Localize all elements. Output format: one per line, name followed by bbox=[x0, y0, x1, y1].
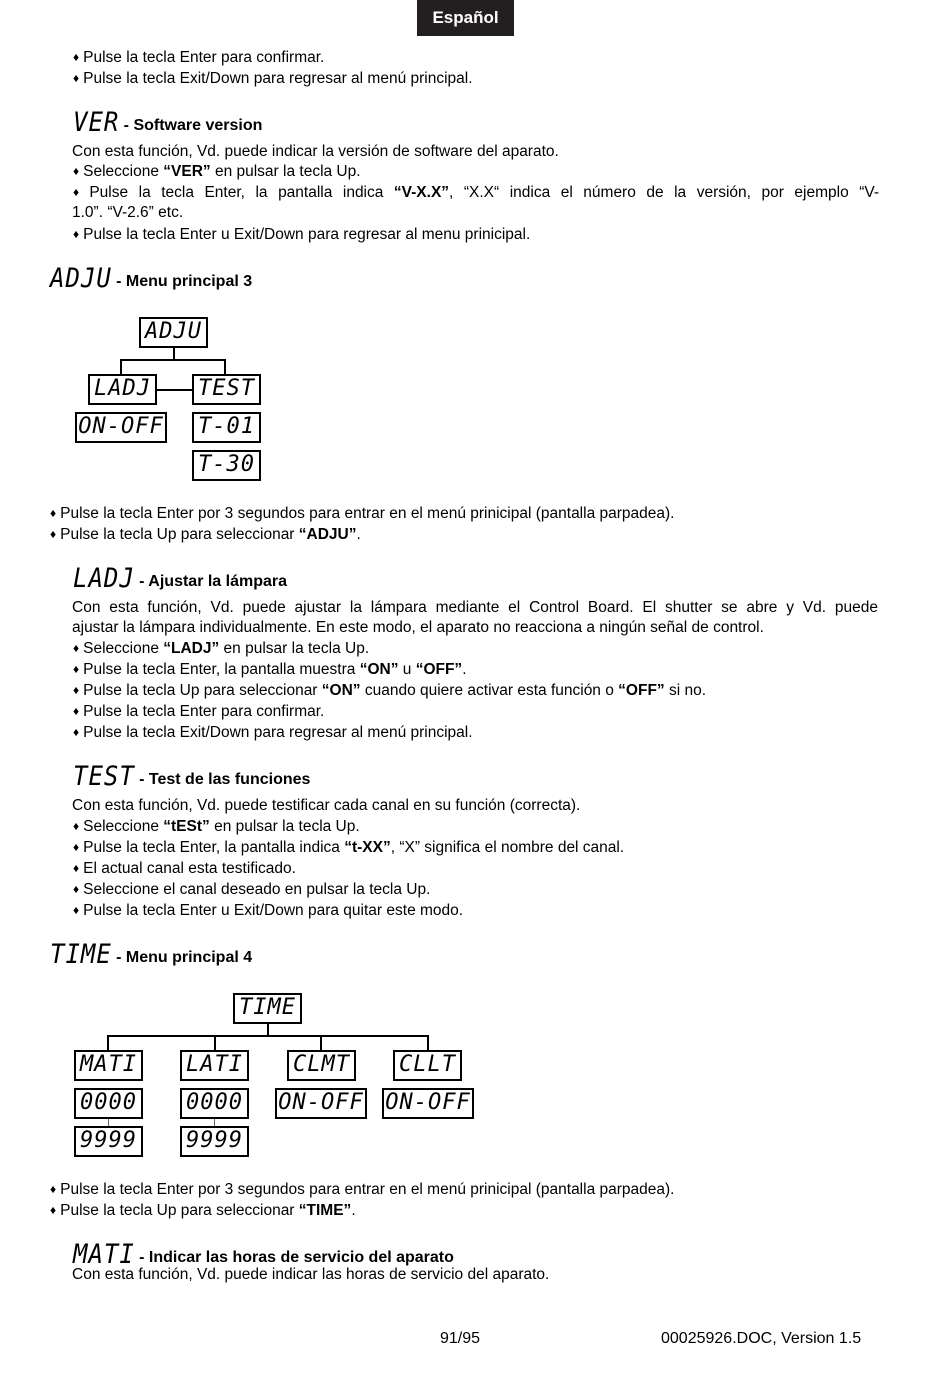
list-item: ♦ Pulse la tecla Up para seleccionar “TIME”. bbox=[50, 1202, 356, 1219]
menu-box-clmt: CLMT bbox=[287, 1050, 356, 1081]
paragraph: Con esta función, Vd. puede indicar la versión de software del aparato. bbox=[72, 143, 559, 160]
menu-box-clmt-on-off: ON-OFF bbox=[275, 1088, 367, 1119]
connector-line bbox=[214, 1035, 216, 1051]
list-item: ♦ Pulse la tecla Enter por 3 segundos para entrar en el menú prinicipal (pantalla parpadea). bbox=[50, 1181, 675, 1198]
menu-box-mati-max: 9999 bbox=[74, 1126, 143, 1157]
list-item: ♦ Pulse la tecla Enter, la pantalla indica “V-X.X”, “X.X“ indica el número de la versión, por ejemplo “V- bbox=[73, 184, 880, 201]
list-item: ♦ Pulse la tecla Up para seleccionar “ADJU”. bbox=[50, 526, 361, 543]
menu-box-cllt: CLLT bbox=[393, 1050, 462, 1081]
language-tag: Español bbox=[417, 0, 514, 36]
section-heading-adju: ADJU - Menu principal 3 bbox=[50, 262, 253, 294]
section-heading-time: TIME - Menu principal 4 bbox=[50, 938, 253, 970]
menu-box-adju: ADJU bbox=[139, 317, 208, 348]
menu-box-mati: MATI bbox=[74, 1050, 143, 1081]
list-item: ♦ Pulse la tecla Enter para confirmar. bbox=[73, 49, 325, 66]
connector-line bbox=[427, 1035, 429, 1051]
list-item: ♦ Seleccione “tESt” en pulsar la tecla Up. bbox=[73, 818, 360, 835]
connector-line bbox=[224, 359, 226, 375]
list-item: ♦ El actual canal esta testificado. bbox=[73, 860, 296, 877]
list-item: ♦ Seleccione “LADJ” en pulsar la tecla Up. bbox=[73, 640, 370, 657]
menu-box-lati-min: 0000 bbox=[180, 1088, 249, 1119]
menu-box-t30: T-30 bbox=[192, 450, 261, 481]
connector-line bbox=[157, 389, 192, 391]
list-item: ♦ Pulse la tecla Exit/Down para regresar al menú principal. bbox=[73, 724, 473, 741]
page-number: 91/95 bbox=[440, 1330, 481, 1347]
connector-line bbox=[120, 359, 225, 361]
section-heading-ladj: LADJ - Ajustar la lámpara bbox=[73, 562, 288, 594]
list-item: ♦ Pulse la tecla Exit/Down para regresar al menú principal. bbox=[73, 70, 473, 87]
menu-box-ladj: LADJ bbox=[88, 374, 157, 405]
list-item: ♦ Pulse la tecla Up para seleccionar “ON” cuando quiere activar esta función o “OFF” si no. bbox=[73, 682, 707, 699]
menu-box-test: TEST bbox=[192, 374, 261, 405]
section-heading-mati: MATI - Indicar las horas de servicio del aparato bbox=[73, 1238, 454, 1270]
section-heading-ver: VER - Software version bbox=[73, 106, 263, 138]
menu-box-on-off: ON-OFF bbox=[75, 412, 167, 443]
list-item: ♦ Pulse la tecla Enter u Exit/Down para regresar al menu prinicipal. bbox=[73, 226, 531, 243]
list-item: ♦ Seleccione “VER” en pulsar la tecla Up. bbox=[73, 163, 361, 180]
connector-line bbox=[120, 359, 122, 375]
list-item: ♦ Pulse la tecla Enter por 3 segundos para entrar en el menú prinicipal (pantalla parpadea). bbox=[50, 505, 675, 522]
connector-line bbox=[320, 1035, 322, 1051]
document-version: 00025926.DOC, Version 1.5 bbox=[661, 1330, 862, 1347]
list-item-continued: 1.0”. “V-2.6” etc. bbox=[72, 204, 184, 221]
paragraph: Con esta función, Vd. puede indicar las horas de servicio del aparato. bbox=[72, 1266, 550, 1283]
list-item: ♦ Seleccione el canal deseado en pulsar la tecla Up. bbox=[73, 881, 431, 898]
menu-box-cllt-on-off: ON-OFF bbox=[382, 1088, 474, 1119]
paragraph: ajustar la lámpara individualmente. En este modo, el aparato no reacciona a ningún señal de control. bbox=[72, 619, 764, 636]
dotted-connector bbox=[108, 1119, 109, 1126]
section-heading-test: TEST - Test de las funciones bbox=[73, 760, 311, 792]
menu-box-mati-min: 0000 bbox=[74, 1088, 143, 1119]
dotted-connector bbox=[214, 1119, 215, 1126]
connector-line bbox=[107, 1035, 109, 1051]
list-item: ♦ Pulse la tecla Enter para confirmar. bbox=[73, 703, 325, 720]
paragraph: Con esta función, Vd. puede ajustar la lámpara mediante el Control Board. El shutter se abre y Vd. puede bbox=[72, 599, 878, 616]
connector-line bbox=[107, 1035, 429, 1037]
list-item: ♦ Pulse la tecla Enter, la pantalla muestra “ON” u “OFF”. bbox=[73, 661, 467, 678]
menu-box-time: TIME bbox=[233, 993, 302, 1024]
list-item: ♦ Pulse la tecla Enter, la pantalla indica “t-XX”, “X” significa el nombre del canal. bbox=[73, 839, 625, 856]
paragraph: Con esta función, Vd. puede testificar cada canal en su función (correcta). bbox=[72, 797, 581, 814]
menu-box-lati-max: 9999 bbox=[180, 1126, 249, 1157]
menu-box-lati: LATI bbox=[180, 1050, 249, 1081]
menu-box-t01: T-01 bbox=[192, 412, 261, 443]
list-item: ♦ Pulse la tecla Enter u Exit/Down para quitar este modo. bbox=[73, 902, 464, 919]
